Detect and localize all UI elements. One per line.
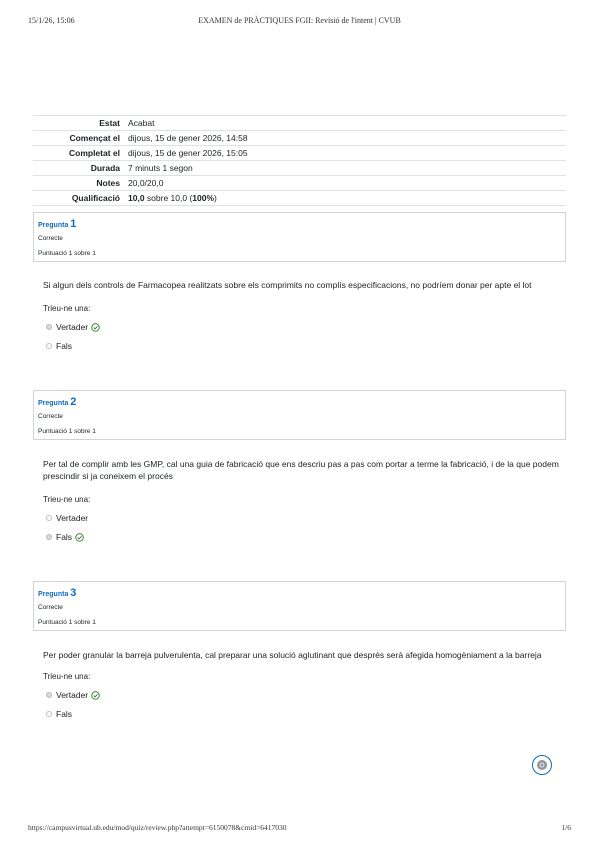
radio-button[interactable] [46,324,52,330]
summary-value: Acabat [124,116,566,131]
answer-option-vertader[interactable] [46,321,100,333]
help-button[interactable] [532,755,552,775]
help-icon [537,760,547,770]
answer-prompt: Trieu-ne una: [43,304,91,313]
option-label: Fals [56,341,73,351]
question-number [38,587,76,599]
radio-button[interactable] [46,711,52,717]
question-grade: Puntuació 1 sobre 1 [38,619,96,626]
question-number [38,396,76,408]
check-circle-icon [91,691,100,700]
option-label: Fals [56,709,73,719]
summary-row [33,146,566,161]
page-number: 1/6 [561,823,571,832]
print-url: https://campusvirtual.ub.edu/mod/quiz/review.php?attempt=6150078&cmid=6417030 [28,823,287,832]
summary-label: Completat el [33,146,124,161]
question-number [38,218,76,230]
check-circle-icon [91,323,100,332]
grade-mid: sobre 10,0 ( [144,193,193,203]
check-circle-icon [75,533,84,542]
print-title: EXAMEN de PRÀCTIQUES FGII: Revisió de l'intent | CVUB [198,16,401,25]
question-num: 1 [70,218,77,230]
option-label: Vertader [56,322,89,332]
summary-label: Notes [33,176,124,191]
summary-value: dijous, 15 de gener 2026, 15:05 [124,146,566,161]
option-label: Vertader [56,513,89,523]
summary-row [33,191,566,206]
answer-option-vertader[interactable] [46,689,100,701]
summary-label: Començat el [33,131,124,146]
summary-value: dijous, 15 de gener 2026, 14:58 [124,131,566,146]
option-label: Fals [56,532,73,542]
summary-label: Durada [33,161,124,176]
grade-value [124,191,566,206]
answer-option-fals[interactable] [46,708,72,720]
question-label: Pregunta [38,591,69,598]
print-header [28,16,571,28]
grade-end: ) [214,193,217,203]
summary-label: Qualificació [33,191,124,206]
question-grade: Puntuació 1 sobre 1 [38,250,96,257]
question-text: Per poder granular la barreja pulverulenta, cal preparar una solució aglutinant que després serà afegida homogèniament a la barreja [43,650,542,660]
radio-button[interactable] [46,534,52,540]
question-state: Correcte [38,235,63,242]
summary-row [33,116,566,131]
summary-label: Estat [33,116,124,131]
question-grade: Puntuació 1 sobre 1 [38,428,96,435]
grade-score: 10,0 [128,193,145,203]
question-label: Pregunta [38,400,69,407]
grade-percent: 100% [192,193,215,203]
question-num: 2 [70,396,77,408]
answer-option-fals[interactable] [46,340,72,352]
question-text: Si algun dels controls de Farmacopea realitzats sobre els comprimits no complís especificacions, no podríem donar per apte el lot [43,280,532,290]
question-label: Pregunta [38,222,69,229]
summary-value: 7 minuts 1 segon [124,161,566,176]
radio-button[interactable] [46,515,52,521]
answer-prompt: Trieu-ne una: [43,495,91,504]
question-text: Per tal de complir amb les GMP, cal una guia de fabricació que ens descriu pas a pas com portar a terme la fabricació, i de la que podem prescindir si ja coneixem el procés [43,459,559,481]
print-date: 15/1/26, 15:06 [28,16,75,25]
attempt-summary-table [33,115,566,206]
question-state: Correcte [38,604,63,611]
answer-prompt: Trieu-ne una: [43,672,91,681]
summary-row [33,161,566,176]
answer-option-fals[interactable] [46,531,84,543]
question-1-info [33,212,566,262]
question-num: 3 [70,587,77,599]
summary-value: 20,0/20,0 [124,176,566,191]
radio-button[interactable] [46,692,52,698]
summary-row [33,176,566,191]
question-state: Correcte [38,413,63,420]
answer-option-vertader[interactable] [46,512,88,524]
option-label: Vertader [56,690,89,700]
print-footer [28,823,571,835]
radio-button[interactable] [46,343,52,349]
question-2-info [33,390,566,440]
question-3-info [33,581,566,631]
summary-row [33,131,566,146]
